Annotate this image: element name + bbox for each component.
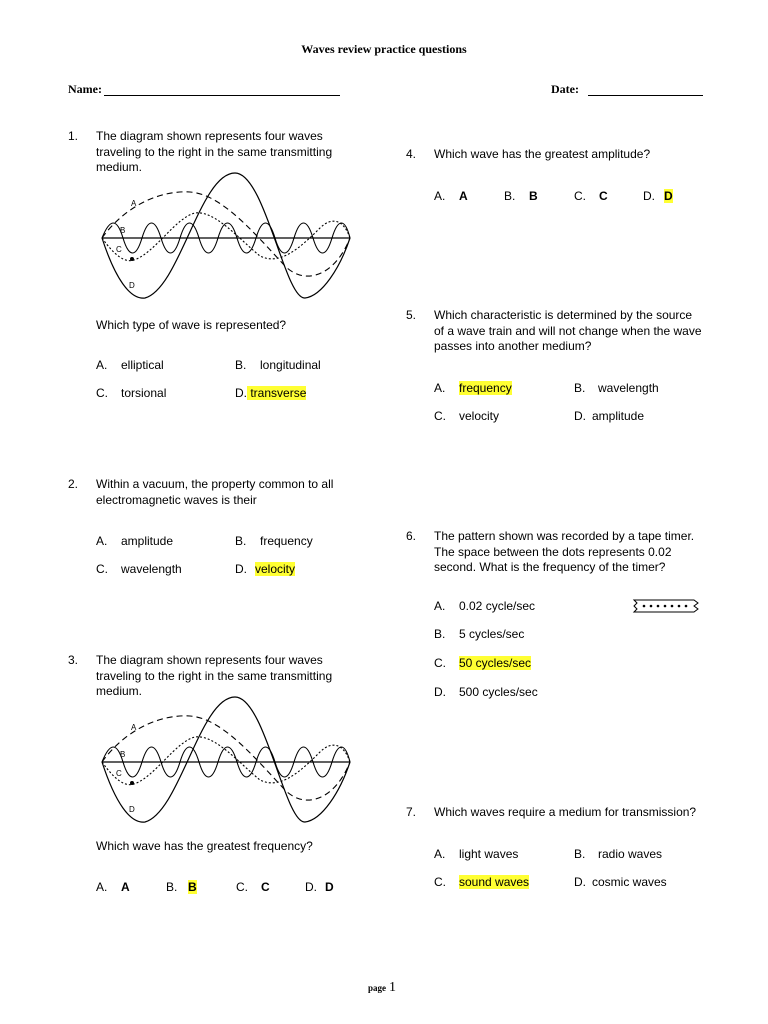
option-d[interactable]: D. D (305, 880, 334, 894)
option-c[interactable]: C. 50 cycles/sec (434, 656, 532, 670)
wave-label-b: B (120, 226, 126, 235)
wave-label-b: B (120, 750, 126, 759)
wave-label-a: A (131, 723, 137, 732)
option-d[interactable]: D. 500 cycles/sec (434, 685, 538, 699)
question-number: 4. (406, 147, 417, 161)
date-line[interactable] (588, 95, 703, 96)
page-title: Waves review practice questions (301, 42, 467, 56)
page-footer (368, 980, 396, 996)
option-a[interactable]: A. A (96, 880, 130, 894)
question-text: Within a vacuum, the property common to all electromagnetic waves is their (96, 477, 334, 507)
question-subtext: Which wave has the greatest frequency? (96, 839, 313, 853)
question-text: The diagram shown represents four waves traveling to the right in the same transmitting medium. (96, 129, 333, 174)
question-text: The diagram shown represents four waves traveling to the right in the same transmitting medium. (96, 653, 333, 698)
option-b[interactable]: B. B (504, 189, 538, 203)
option-d[interactable]: D. cosmic waves (574, 875, 667, 889)
wave-label-c: C (116, 245, 122, 254)
option-c[interactable]: C. sound waves (434, 875, 530, 889)
option-b[interactable]: B. radio waves (574, 847, 663, 861)
option-d[interactable]: D. velocity (235, 562, 296, 576)
question-text: Which waves require a medium for transmission? (434, 805, 697, 819)
date-label: Date: (551, 82, 579, 96)
highlighted-answer: sound waves (459, 875, 530, 889)
question-number: 6. (406, 529, 417, 543)
wave-a (102, 192, 350, 276)
page-number: 1 (389, 980, 396, 995)
option-c[interactable]: C. velocity (434, 409, 500, 423)
question-number: 2. (68, 477, 79, 491)
question-text: Which characteristic is determined by the source of a wave train and will not change when the wave passes into another medium? (434, 308, 702, 353)
option-d[interactable]: D. transverse (235, 386, 307, 400)
highlighted-answer: B (188, 880, 197, 894)
highlighted-answer: transverse (247, 386, 306, 400)
wave-diagram (100, 168, 356, 305)
option-a[interactable]: A. elliptical (96, 358, 164, 372)
page-label: page (368, 983, 386, 993)
name-line[interactable] (104, 95, 340, 96)
option-b[interactable]: B. longitudinal (235, 358, 321, 372)
option-a[interactable]: A. light waves (434, 847, 519, 861)
option-d[interactable]: D. D (643, 189, 673, 203)
name-label: Name: (68, 82, 102, 96)
option-c[interactable]: C. C (574, 189, 608, 203)
question-subtext: Which type of wave is represented? (96, 318, 287, 332)
wave-label-c: C (116, 769, 122, 778)
tape-timer-strip-icon (632, 597, 700, 615)
option-a[interactable]: A. 0.02 cycle/sec (434, 599, 536, 613)
option-b[interactable]: B. wavelength (574, 381, 659, 395)
question-text: The pattern shown was recorded by a tape timer. The space between the dots represents 0.02 second. What is the frequency of the timer? (434, 529, 695, 574)
option-b[interactable]: B. B (166, 880, 197, 894)
option-a[interactable]: A. frequency (434, 381, 512, 395)
highlighted-answer: velocity (255, 562, 296, 576)
wave-diagram (100, 692, 356, 829)
option-c[interactable]: C. wavelength (96, 562, 182, 576)
highlighted-answer: frequency (459, 381, 512, 395)
option-b[interactable]: B. frequency (235, 534, 313, 548)
question-number: 3. (68, 653, 79, 667)
option-c[interactable]: C. torsional (96, 386, 167, 400)
option-a[interactable]: A. amplitude (96, 534, 174, 548)
wave-label-a: A (131, 199, 137, 208)
question-number: 5. (406, 308, 417, 322)
wave-a (102, 716, 350, 800)
question-number: 1. (68, 129, 79, 143)
question-number: 7. (406, 805, 417, 819)
option-b[interactable]: B. 5 cycles/sec (434, 627, 525, 641)
wave-label-d: D (129, 281, 135, 290)
highlighted-answer: 50 cycles/sec (459, 656, 532, 670)
highlighted-answer: D (664, 189, 673, 203)
question-text: Which wave has the greatest amplitude? (434, 147, 651, 161)
wave-label-d: D (129, 805, 135, 814)
option-d[interactable]: D. amplitude (574, 409, 645, 423)
option-c[interactable]: C. C (236, 880, 270, 894)
option-a[interactable]: A. A (434, 189, 468, 203)
